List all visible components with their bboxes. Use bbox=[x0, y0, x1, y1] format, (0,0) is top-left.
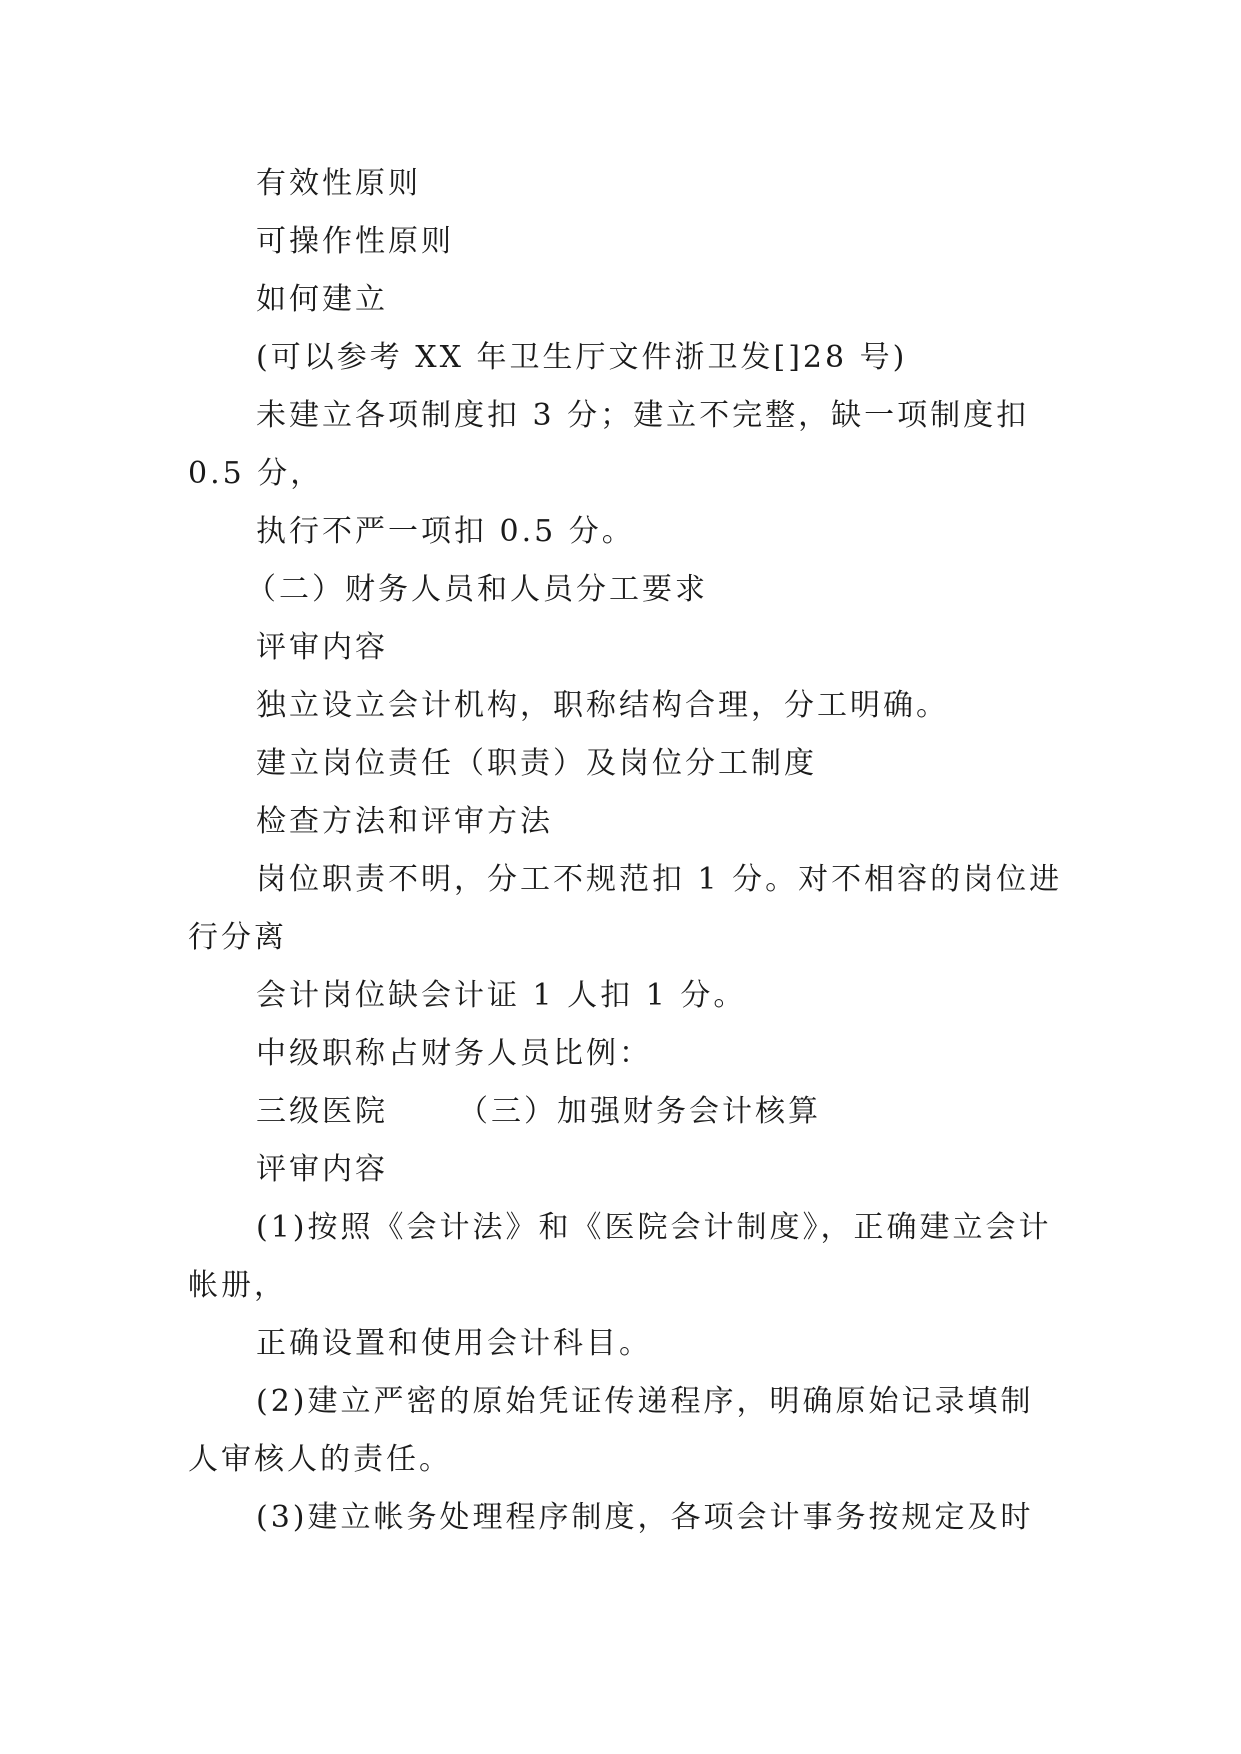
text-line: 如何建立 bbox=[256, 282, 388, 317]
text-line-continuation: 帐册， bbox=[188, 1268, 287, 1303]
text-line-continuation: 0.5 分， bbox=[188, 456, 324, 491]
text-line: 可操作性原则 bbox=[256, 224, 454, 259]
text-line: 独立设立会计机构，职称结构合理，分工明确。 bbox=[256, 688, 949, 723]
text-line: 执行不严一项扣 0.5 分。 bbox=[256, 514, 635, 549]
text-line: 中级职称占财务人员比例： bbox=[256, 1036, 652, 1071]
text-line: 正确设置和使用会计科目。 bbox=[256, 1326, 652, 1361]
text-line: (3)建立帐务处理程序制度，各项会计事务按规定及时 bbox=[256, 1500, 1034, 1535]
document-body bbox=[188, 155, 1063, 1547]
hospital-level-label: 三级医院 bbox=[256, 1094, 388, 1129]
text-line: 会计岗位缺会计证 1 人扣 1 分。 bbox=[256, 978, 747, 1013]
text-line: 评审内容 bbox=[256, 630, 388, 665]
text-line: (可以参考 XX 年卫生厅文件浙卫发[]28 号) bbox=[256, 340, 908, 375]
text-line: 未建立各项制度扣 3 分；建立不完整，缺一项制度扣 bbox=[256, 398, 1030, 433]
text-line: 建立岗位责任（职责）及岗位分工制度 bbox=[256, 746, 817, 781]
text-line-continuation: 行分离 bbox=[188, 920, 287, 955]
text-line: 评审内容 bbox=[256, 1152, 388, 1187]
section-heading: （二）财务人员和人员分工要求 bbox=[246, 572, 708, 607]
text-line: 岗位职责不明，分工不规范扣 1 分。对不相容的岗位进 bbox=[256, 862, 1063, 897]
text-line-compound bbox=[188, 1083, 1058, 1141]
text-line: 检查方法和评审方法 bbox=[256, 804, 553, 839]
text-line-continuation: 人审核人的责任。 bbox=[188, 1442, 452, 1477]
text-line: (1)按照《会计法》和《医院会计制度》，正确建立会计 bbox=[256, 1210, 1052, 1245]
section-heading: （三）加强财务会计核算 bbox=[458, 1094, 821, 1129]
text-line: 有效性原则 bbox=[256, 166, 421, 201]
text-line: (2)建立严密的原始凭证传递程序，明确原始记录填制 bbox=[256, 1384, 1034, 1419]
